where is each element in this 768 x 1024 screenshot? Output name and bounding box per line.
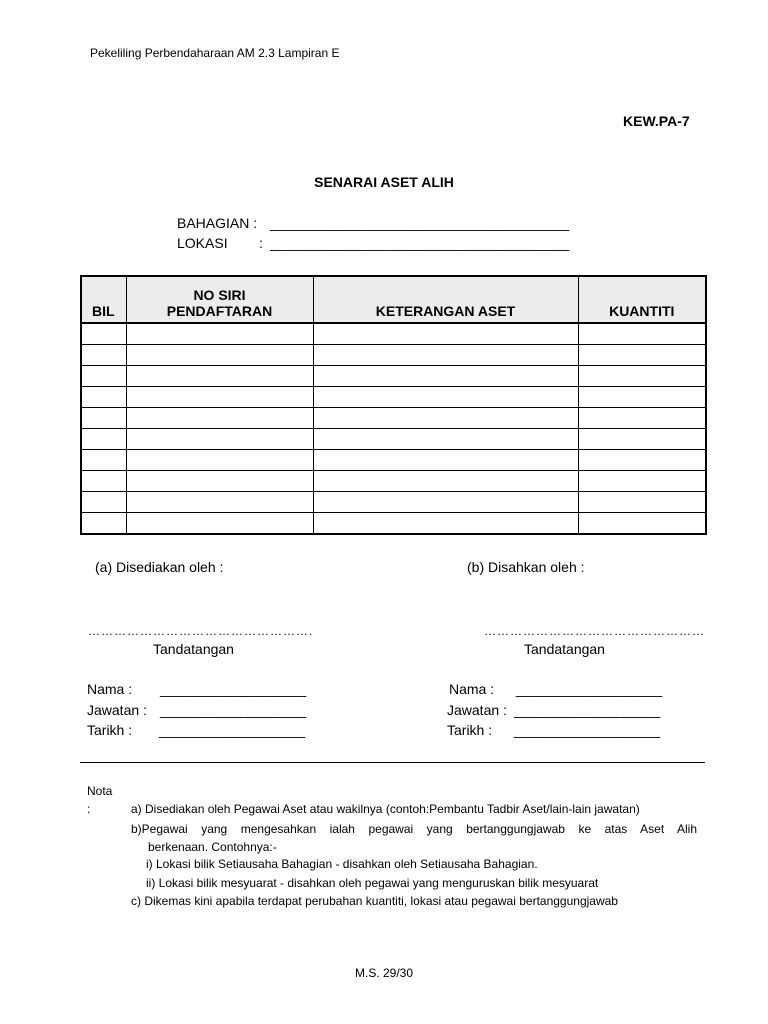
approved-by-tarikh-field[interactable]: ____________________ — [514, 722, 660, 738]
prepared-by-nama-label: Nama : — [87, 681, 133, 697]
prepared-by-signature-line[interactable]: ……………………………………………. — [88, 624, 314, 638]
note-b-line2: berkenaan. Contohnya:- — [148, 840, 277, 854]
cell-bil[interactable] — [81, 366, 126, 387]
header-keterangan: KETERANGAN ASET — [313, 276, 578, 323]
approved-by-jawatan-label: Jawatan : — [447, 702, 507, 718]
lokasi-colon: : — [259, 235, 263, 251]
header-kuantiti: KUANTITI — [578, 276, 706, 323]
table-row — [81, 450, 706, 471]
table-row — [81, 471, 706, 492]
cell-no-siri[interactable] — [126, 450, 313, 471]
cell-no-siri[interactable] — [126, 408, 313, 429]
prepared-by-tarikh-field[interactable]: ____________________ — [159, 722, 305, 738]
cell-keterangan[interactable] — [313, 471, 578, 492]
cell-kuantiti[interactable] — [578, 471, 706, 492]
prepared-by-jawatan-field[interactable]: ____________________ — [160, 702, 306, 718]
cell-kuantiti[interactable] — [578, 450, 706, 471]
approved-by-signature-line[interactable]: …………………………………………… — [484, 624, 705, 638]
lokasi-label: LOKASI — [177, 235, 228, 251]
form-code: KEW.PA-7 — [623, 113, 690, 129]
cell-no-siri[interactable] — [126, 387, 313, 408]
approved-by-signature-label: Tandatangan — [524, 641, 605, 657]
cell-no-siri[interactable] — [126, 429, 313, 450]
table-row — [81, 429, 706, 450]
section-divider — [80, 762, 705, 763]
cell-keterangan[interactable] — [313, 492, 578, 513]
cell-keterangan[interactable] — [313, 323, 578, 345]
cell-bil[interactable] — [81, 408, 126, 429]
header-no-siri-line2: PENDAFTARAN — [166, 303, 273, 319]
cell-kuantiti[interactable] — [578, 429, 706, 450]
note-a: a) Disediakan oleh Pegawai Aset atau wakilnya (contoh:Pembantu Tadbir Aset/lain-lain jawatan) — [131, 802, 640, 816]
approved-by-nama-label: Nama : — [449, 681, 495, 697]
cell-bil[interactable] — [81, 323, 126, 345]
cell-keterangan[interactable] — [313, 513, 578, 535]
cell-keterangan[interactable] — [313, 450, 578, 471]
table-row — [81, 513, 706, 535]
header-reference: Pekeliling Perbendaharaan AM 2.3 Lampiran E — [90, 46, 340, 60]
prepared-by-jawatan-label: Jawatan : — [87, 702, 147, 718]
cell-kuantiti[interactable] — [578, 513, 706, 535]
cell-no-siri[interactable] — [126, 345, 313, 366]
cell-bil[interactable] — [81, 513, 126, 535]
approved-by-nama-field[interactable]: ____________________ — [516, 681, 662, 697]
notes-colon: : — [87, 802, 91, 816]
cell-bil[interactable] — [81, 387, 126, 408]
notes-label: Nota — [87, 784, 113, 798]
note-b-ii: ii) Lokasi bilik mesyuarat - disahkan oleh pegawai yang menguruskan bilik mesyuarat — [146, 876, 599, 890]
header-no-siri — [126, 276, 313, 323]
table-row — [81, 345, 706, 366]
cell-bil[interactable] — [81, 471, 126, 492]
cell-keterangan[interactable] — [313, 366, 578, 387]
prepared-by-signature-label: Tandatangan — [153, 641, 234, 657]
cell-kuantiti[interactable] — [578, 408, 706, 429]
approved-by-jawatan-field[interactable]: ____________________ — [514, 702, 660, 718]
bahagian-label: BAHAGIAN : — [177, 215, 258, 231]
cell-kuantiti[interactable] — [578, 492, 706, 513]
cell-keterangan[interactable] — [313, 408, 578, 429]
cell-bil[interactable] — [81, 492, 126, 513]
header-bil: BIL — [81, 276, 126, 323]
table-row — [81, 366, 706, 387]
cell-no-siri[interactable] — [126, 492, 313, 513]
cell-keterangan[interactable] — [313, 345, 578, 366]
cell-no-siri[interactable] — [126, 323, 313, 345]
table-body — [81, 323, 706, 534]
cell-no-siri[interactable] — [126, 471, 313, 492]
table-row — [81, 408, 706, 429]
page-title: SENARAI ASET ALIH — [314, 174, 454, 190]
note-b-i: i) Lokasi bilik Setiausaha Bahagian - disahkan oleh Setiausaha Bahagian. — [146, 857, 538, 871]
bahagian-field[interactable]: _________________________________________ — [270, 215, 569, 231]
cell-kuantiti[interactable] — [578, 387, 706, 408]
cell-bil[interactable] — [81, 429, 126, 450]
prepared-by-heading: (a) Disediakan oleh : — [95, 559, 224, 575]
cell-keterangan[interactable] — [313, 429, 578, 450]
header-no-siri-line1: NO SIRI — [193, 287, 246, 303]
cell-bil[interactable] — [81, 450, 126, 471]
cell-kuantiti[interactable] — [578, 323, 706, 345]
prepared-by-tarikh-label: Tarikh : — [87, 722, 133, 738]
cell-kuantiti[interactable] — [578, 345, 706, 366]
asset-table — [80, 275, 707, 535]
table-row — [81, 323, 706, 345]
cell-bil[interactable] — [81, 345, 126, 366]
table-row — [81, 492, 706, 513]
cell-keterangan[interactable] — [313, 387, 578, 408]
note-c: c) Dikemas kini apabila terdapat perubahan kuantiti, lokasi atau pegawai bertanggungjawab — [131, 894, 618, 908]
cell-no-siri[interactable] — [126, 513, 313, 535]
table-row — [81, 387, 706, 408]
lokasi-field[interactable]: _________________________________________ — [270, 235, 569, 251]
cell-no-siri[interactable] — [126, 366, 313, 387]
cell-kuantiti[interactable] — [578, 366, 706, 387]
page-number: M.S. 29/30 — [354, 966, 414, 980]
approved-by-tarikh-label: Tarikh : — [447, 722, 493, 738]
note-b-line1: b)Pegawai yang mengesahkan ialah pegawai yang bertanggungjawab ke atas Aset Alih — [131, 822, 697, 836]
table-header-row — [81, 276, 706, 323]
approved-by-heading: (b) Disahkan oleh : — [467, 559, 585, 575]
prepared-by-nama-field[interactable]: ____________________ — [160, 681, 306, 697]
